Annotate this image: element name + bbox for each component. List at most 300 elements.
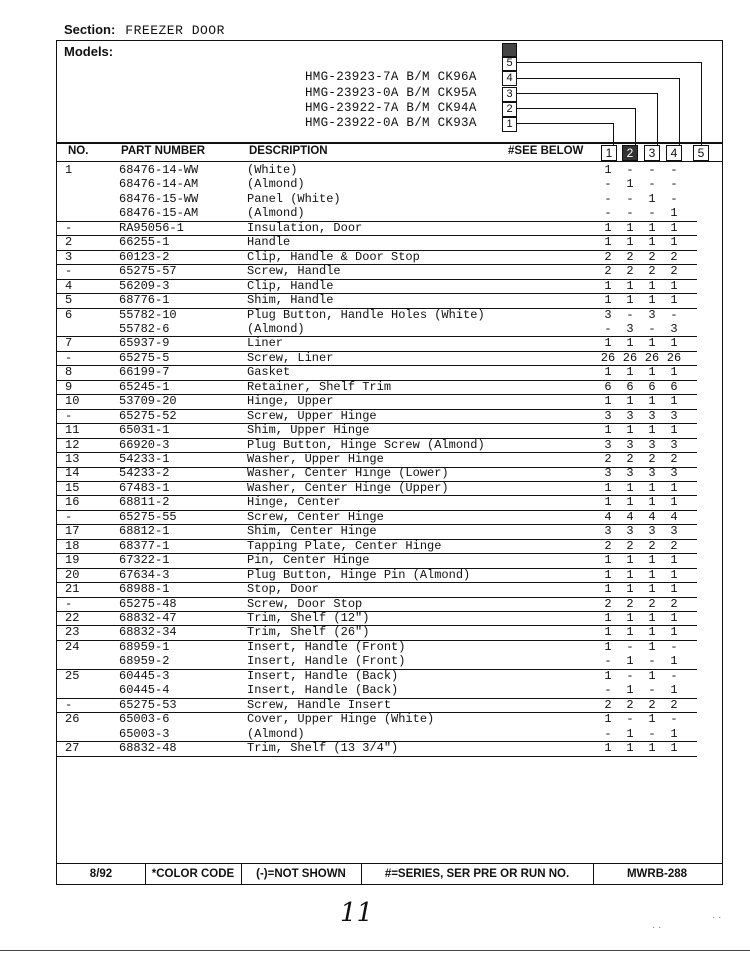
part-number: 56209-3 [119,278,170,293]
part-description: Handle [247,235,291,250]
qty-series-1: 1 [604,668,612,683]
qty-series-2: 26 [622,350,638,365]
part-number: 68776-1 [119,293,170,308]
qty-series-1: 26 [600,350,616,365]
qty-series-2: 1 [626,683,634,698]
part-description: Screw, Handle Insert [247,697,392,712]
qty-series-4: 1 [670,235,678,250]
part-description: Screw, Upper Hinge [247,408,377,423]
qty-series-2: 1 [626,423,634,438]
qty-series-3: 1 [648,191,656,206]
qty-series-4: 2 [670,264,678,279]
header-description: DESCRIPTION [249,145,328,157]
qty-series-3: 1 [648,741,656,755]
qty-series-3: 1 [648,365,656,380]
table-row [57,423,697,439]
qty-series-2: 2 [626,249,634,264]
part-description: Insert, Handle (Front) [247,654,406,669]
part-description: Screw, Door Stop [247,596,363,611]
part-description: Washer, Center Hinge (Lower) [247,466,449,481]
qty-series-4: 1 [670,293,678,308]
part-number: 68832-34 [119,625,177,640]
qty-series-1: 2 [604,538,612,553]
series-box-3: 3 [644,145,660,161]
table-row [57,380,697,396]
table-row [57,698,697,714]
item-number: 21 [65,582,80,597]
item-number: 19 [65,553,80,568]
qty-series-3: 1 [648,220,656,235]
part-description: Liner [247,336,284,351]
part-number: 67634-3 [119,567,170,582]
item-number: 7 [65,336,73,351]
series-box-1: 1 [601,145,617,161]
qty-series-2: 1 [626,177,634,192]
qty-series-3: 1 [648,495,656,510]
item-number: 23 [65,625,80,640]
qty-series-2: 1 [626,654,634,669]
part-description: Plug Button, Hinge Screw (Almond) [247,437,485,452]
qty-series-4: 1 [670,654,678,669]
part-number: 68811-2 [119,495,170,510]
qty-series-1: - [604,683,612,698]
qty-series-1: 3 [604,307,612,322]
table-row [57,683,697,699]
item-number: 25 [65,668,80,683]
table-row [57,438,697,454]
qty-series-3: - [648,321,656,336]
table-row [57,177,697,192]
part-number: 60445-3 [119,668,170,683]
qty-series-4: - [670,191,678,206]
part-description: Screw, Liner [247,350,334,365]
qty-series-2: 1 [626,582,634,597]
qty-series-3: 2 [648,452,656,466]
part-description: Stop, Door [247,582,320,597]
part-description: Cover, Upper Hinge (White) [247,712,435,727]
part-description: Hinge, Center [247,495,341,510]
part-number: 67483-1 [119,480,170,495]
qty-series-4: 1 [670,582,678,597]
item-number: 5 [65,293,73,308]
qty-series-3: 4 [648,509,656,524]
qty-series-1: 1 [604,220,612,235]
qty-series-1: 1 [604,365,612,380]
qty-series-4: 3 [670,321,678,336]
table-row [57,669,697,684]
item-number: 17 [65,524,80,539]
item-number: 1 [65,163,73,177]
qty-series-4: 3 [670,466,678,481]
model-line-3: HMG-23922-7A B/M CK94A [305,101,477,115]
qty-series-2: - [626,191,634,206]
table-row [57,409,697,425]
part-description: Clip, Handle [247,278,334,293]
qty-series-3: 3 [648,437,656,452]
part-description: Washer, Upper Hinge [247,452,384,466]
qty-series-4: 1 [670,423,678,438]
qty-series-3: 3 [648,408,656,423]
page-number: 11 [340,898,374,928]
qty-series-4: 1 [670,553,678,568]
part-number: 65275-53 [119,697,177,712]
part-description: Screw, Handle [247,264,341,279]
qty-series-2: 3 [626,524,634,539]
part-description: Pin, Center Hinge [247,553,370,568]
qty-series-1: 1 [604,278,612,293]
header-part-number: PART NUMBER [121,145,206,157]
qty-series-2: - [626,163,634,177]
qty-series-2: - [626,712,634,727]
item-number: 24 [65,639,80,654]
qty-series-4: 26 [666,350,682,365]
qty-series-1: 4 [604,509,612,524]
table-row [57,582,697,598]
qty-series-4: 3 [670,524,678,539]
table-row [57,539,697,555]
table-row [57,597,697,613]
qty-series-2: 2 [626,538,634,553]
part-description: (White) [247,163,298,177]
qty-series-4: 1 [670,683,678,698]
model-box-1: 1 [502,117,517,132]
qty-series-3: 3 [648,307,656,322]
item-number: - [65,697,73,712]
item-number: - [65,509,73,524]
item-number: 3 [65,249,73,264]
table-row [57,163,697,178]
qty-series-3: 1 [648,582,656,597]
part-description: Insert, Handle (Front) [247,639,406,654]
qty-series-1: 1 [604,423,612,438]
part-number: 65031-1 [119,423,170,438]
qty-series-1: - [604,177,612,192]
table-row [57,654,697,670]
part-description: Gasket [247,365,291,380]
qty-series-1: 2 [604,264,612,279]
qty-series-3: 1 [648,480,656,495]
qty-series-3: 1 [648,668,656,683]
models-label: Models: [64,44,114,59]
qty-series-1: 2 [604,452,612,466]
part-number: 67322-1 [119,553,170,568]
footer-bar [57,863,722,885]
part-description: Clip, Handle & Door Stop [247,249,420,264]
table-row [57,293,697,309]
part-number: 55782-6 [119,321,170,336]
part-number: 68476-14-AM [119,177,199,192]
qty-series-1: 2 [604,249,612,264]
item-number: - [65,408,73,423]
item-number: 14 [65,466,80,481]
qty-series-4: 2 [670,249,678,264]
table-row [57,727,697,743]
part-number: 68832-48 [119,741,177,755]
item-number: - [65,220,73,235]
qty-series-1: 3 [604,408,612,423]
item-number: 27 [65,741,80,755]
model-line-4: HMG-23922-0A B/M CK93A [305,116,477,130]
part-number: 66199-7 [119,365,170,380]
qty-series-3: - [648,654,656,669]
qty-series-2: 4 [626,509,634,524]
qty-series-4: 1 [670,278,678,293]
qty-series-4: - [670,177,678,192]
connector-2 [517,108,635,109]
part-description: Retainer, Shelf Trim [247,379,392,394]
qty-series-4: 6 [670,379,678,394]
item-number: 11 [65,423,80,438]
item-number: 26 [65,712,80,727]
table-row [57,481,697,497]
table-row [57,640,697,655]
table-row [57,192,697,207]
connector-5-v [701,62,702,145]
table-row [57,625,697,641]
part-number: 68959-1 [119,639,170,654]
qty-series-3: 2 [648,249,656,264]
qty-series-4: 4 [670,509,678,524]
qty-series-1: 1 [604,625,612,640]
qty-series-2: 1 [626,278,634,293]
item-number: 10 [65,394,80,409]
header-separator [57,142,722,144]
part-description: Plug Button, Hinge Pin (Almond) [247,567,471,582]
qty-series-3: 1 [648,567,656,582]
part-description: (Almond) [247,206,305,221]
item-number: - [65,596,73,611]
item-number: 8 [65,365,73,380]
qty-series-1: 1 [604,293,612,308]
part-number: 54233-2 [119,466,170,481]
qty-series-4: 1 [670,336,678,351]
qty-series-1: 1 [604,235,612,250]
qty-series-2: 3 [626,321,634,336]
table-row [57,351,697,367]
item-number: - [65,350,73,365]
qty-series-3: 1 [648,278,656,293]
model-box-2: 2 [502,102,517,117]
qty-series-4: - [670,163,678,177]
model-box-5: 5 [502,56,517,71]
qty-series-4: 1 [670,206,678,221]
qty-series-4: 1 [670,220,678,235]
part-number: 68959-2 [119,654,170,669]
qty-series-1: 1 [604,582,612,597]
qty-series-2: - [626,639,634,654]
qty-series-4: 3 [670,437,678,452]
item-number: 9 [65,379,73,394]
item-number: 16 [65,495,80,510]
page-bottom-rule [0,950,750,951]
part-number: 68832-47 [119,610,177,625]
part-number: 55782-10 [119,307,177,322]
qty-series-4: 1 [670,495,678,510]
footer-series-note: #=SERIES, SER PRE OR RUN NO. [361,864,594,885]
part-number: 68988-1 [119,582,170,597]
qty-series-3: 1 [648,553,656,568]
part-number: 65275-55 [119,509,177,524]
qty-series-2: 2 [626,596,634,611]
qty-series-1: 1 [604,712,612,727]
model-line-1: HMG-23923-7A B/M CK96A [305,70,477,84]
part-number: 66920-3 [119,437,170,452]
part-description: Panel (White) [247,191,341,206]
table-row [57,308,697,323]
connector-4 [517,78,679,79]
table-row [57,611,697,627]
series-box-4: 4 [666,145,682,161]
qty-series-4: 2 [670,538,678,553]
part-number: 65275-52 [119,408,177,423]
table-row [57,336,697,352]
item-number: 2 [65,235,73,250]
qty-series-1: 3 [604,466,612,481]
qty-series-2: 2 [626,697,634,712]
qty-series-4: 1 [670,567,678,582]
qty-series-3: - [648,206,656,221]
model-box-3: 3 [502,87,517,102]
qty-series-1: - [604,654,612,669]
part-number: 68476-15-WW [119,191,199,206]
part-number: 65275-57 [119,264,177,279]
part-number: 65003-3 [119,726,170,741]
qty-series-2: - [626,206,634,221]
qty-series-1: - [604,726,612,741]
qty-series-2: 1 [626,495,634,510]
table-row [57,221,697,237]
table-row [57,524,697,540]
qty-series-3: 1 [648,423,656,438]
part-description: Washer, Center Hinge (Upper) [247,480,449,495]
part-description: (Almond) [247,177,305,192]
qty-series-1: 3 [604,437,612,452]
qty-series-1: 1 [604,610,612,625]
item-number: - [65,264,73,279]
qty-series-3: 3 [648,524,656,539]
table-row [57,322,697,338]
table-row [57,264,697,280]
part-description: Insert, Handle (Back) [247,668,399,683]
qty-series-2: 2 [626,452,634,466]
section-title [64,22,225,38]
qty-series-4: - [670,639,678,654]
qty-series-2: 1 [626,394,634,409]
part-number: 60123-2 [119,249,170,264]
qty-series-4: 1 [670,726,678,741]
table-row [57,741,697,757]
qty-series-4: - [670,668,678,683]
footer-not-shown: (-)=NOT SHOWN [241,864,362,885]
qty-series-3: 1 [648,712,656,727]
item-number: 15 [65,480,80,495]
qty-series-3: 1 [648,293,656,308]
model-box-4: 4 [502,71,517,86]
footer-date: 8/92 [57,864,146,885]
qty-series-3: 1 [648,625,656,640]
header-bottom-rule [57,161,722,162]
part-description: Trim, Shelf (13 3/4") [247,741,399,755]
table-row [57,553,697,569]
part-number: 65275-48 [119,596,177,611]
qty-series-2: 2 [626,264,634,279]
connector-2-v [635,108,636,145]
part-number: 68812-1 [119,524,170,539]
qty-series-2: 1 [626,741,634,755]
qty-series-2: 1 [626,235,634,250]
qty-series-2: 6 [626,379,634,394]
part-description: Trim, Shelf (26") [247,625,370,640]
part-number: 68377-1 [119,538,170,553]
qty-series-1: 1 [604,394,612,409]
qty-series-1: 1 [604,336,612,351]
part-description: (Almond) [247,726,305,741]
qty-series-2: 1 [626,480,634,495]
qty-series-4: 2 [670,452,678,466]
footer-color-code: *COLOR CODE [145,864,242,885]
table-row [57,206,697,222]
qty-series-1: - [604,321,612,336]
connector-1 [517,123,613,124]
qty-series-1: 1 [604,567,612,582]
table-row [57,466,697,482]
qty-series-3: 2 [648,264,656,279]
part-description: Trim, Shelf (12") [247,610,370,625]
scan-speck: · · [652,922,662,933]
table-row [57,712,697,727]
qty-series-1: 1 [604,741,612,755]
qty-series-3: 1 [648,394,656,409]
part-number: 65937-9 [119,336,170,351]
qty-series-3: 26 [644,350,660,365]
qty-series-3: - [648,177,656,192]
part-number: RA95056-1 [119,220,184,235]
connector-3-v [657,93,658,145]
qty-series-1: 1 [604,163,612,177]
qty-series-2: 1 [626,726,634,741]
table-row [57,365,697,381]
qty-series-2: 1 [626,293,634,308]
qty-series-4: 1 [670,610,678,625]
qty-series-2: - [626,307,634,322]
item-number: 18 [65,538,80,553]
item-number: 13 [65,452,80,466]
table-row [57,279,697,295]
qty-series-3: 1 [648,235,656,250]
qty-series-3: - [648,726,656,741]
table-row [57,568,697,584]
qty-series-3: - [648,163,656,177]
series-box-2: 2 [622,145,638,161]
qty-series-1: 1 [604,553,612,568]
table-row [57,510,697,526]
header-no: NO. [68,145,89,157]
qty-series-2: 1 [626,553,634,568]
item-number: 6 [65,307,73,322]
part-description: Shim, Center Hinge [247,524,377,539]
table-row [57,394,697,410]
qty-series-2: 1 [626,625,634,640]
part-description: Tapping Plate, Center Hinge [247,538,442,553]
qty-series-1: 1 [604,639,612,654]
qty-series-4: 1 [670,625,678,640]
part-description: Hinge, Upper [247,394,334,409]
part-description: Insulation, Door [247,220,363,235]
series-box-5: 5 [693,145,709,161]
qty-series-2: 3 [626,408,634,423]
qty-series-2: 1 [626,610,634,625]
qty-series-4: - [670,712,678,727]
